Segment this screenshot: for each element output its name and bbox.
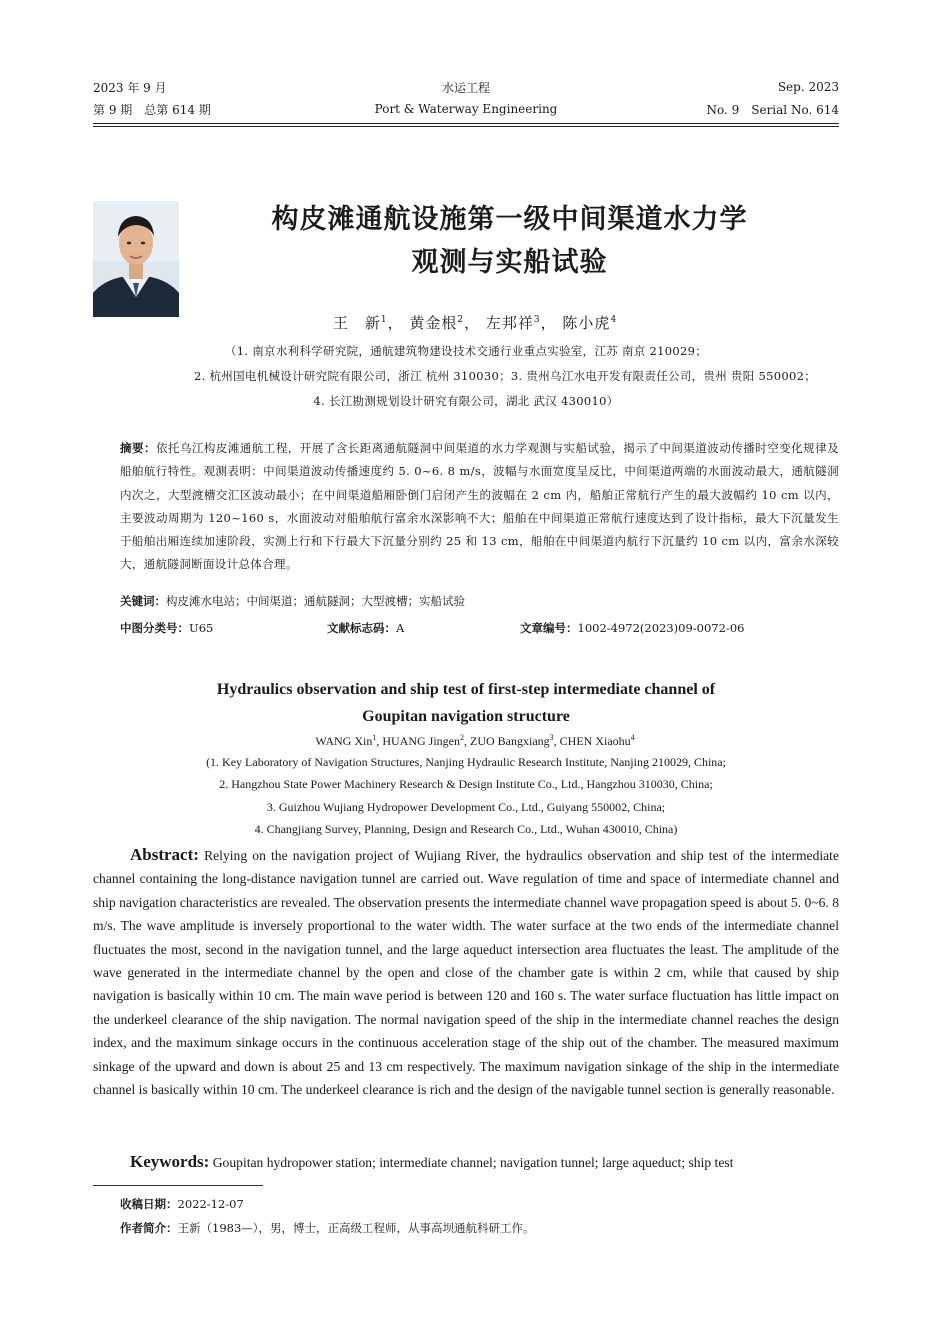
header-journal-cn: 水运工程: [441, 80, 490, 95]
author-cn-sup: 4: [610, 315, 618, 325]
footnote-received: [120, 1196, 839, 1212]
title-cn: [180, 198, 839, 284]
author-en: CHEN Xiaohu: [559, 734, 631, 748]
doc-value: A: [396, 621, 405, 635]
affiliation-en-4: 4. Changjiang Survey, Planning, Design and Research Co., Ltd., Wuhan 430010, China): [254, 822, 678, 836]
bio-label: 作者简介：: [120, 1221, 178, 1235]
header-date-cn: 2023 年 9 月: [93, 80, 167, 95]
title-en-line1: Hydraulics observation and ship test of first-step intermediate channel of: [216, 681, 716, 698]
author-cn-sup: 1: [380, 315, 388, 325]
keywords-en-text: Goupitan hydropower station; intermediate channel; navigation tunnel; large aqueduct; ship test: [212, 1155, 734, 1170]
footnote-rule: [93, 1185, 263, 1186]
article-label: 文章编号：: [520, 621, 578, 635]
author-en-sup: 4: [630, 733, 635, 742]
author-cn-sup: 2: [457, 315, 465, 325]
title-en: [93, 676, 839, 730]
abstract-en: [93, 843, 839, 1101]
abstract-cn-text: 依托乌江构皮滩通航工程，开展了含长距离通航隧洞中间渠道的水力学观测与实船试验，揭示了中间渠道波动传播时空变化规律及船舶航行特性。观测表明：中间渠道波动传播速度约 5. 0~6. 8 m/s，波幅与水面宽度呈反比，中间渠道两端的水面波动最大，通航隧洞内次之，大型渡槽交汇区波动最小；在中间渠道船厢卧倒门启闭产生的波幅在 2 cm 内，船舶正常航行产生的最大波幅约 10 cm 以内，主要波动周期为 120~160 s，水面波动对船舶航行富余水深影响不大；船舶在中间渠道正常航行速度达到了设计指标，最大下沉量发生于船舶出厢连续加速阶段，实测上行和下行最大下沉量分别约 25 和 13 cm，船舶在中间渠道内航行下沉量约 10 cm 以内，富余水深较大，通航隧洞断面设计总体合理。: [120, 441, 839, 572]
header-issue-en: No. 9 Serial No. 614: [706, 102, 839, 117]
received-value: 2022-12-07: [177, 1197, 244, 1211]
author-cn: 陈小虎: [562, 314, 611, 332]
keywords-en-label: Keywords:: [130, 1152, 210, 1171]
received-label: 收稿日期：: [120, 1197, 178, 1211]
title-cn-line2: 观测与实船试验: [411, 247, 608, 278]
title-en-line2: Goupitan navigation structure: [362, 708, 570, 725]
affiliation-en-2: 2. Hangzhou State Power Machinery Research & Design Institute Co., Ltd., Hangzhou 310030, China;: [219, 777, 713, 791]
affiliation-cn-1: （1. 南京水利科学研究院，通航建筑物建设技术交通行业重点实验室，江苏 南京 210029；: [224, 344, 708, 358]
author-en: HUANG Jingen: [382, 734, 460, 748]
abstract-cn: [93, 437, 839, 577]
header-rule-thick: [93, 123, 839, 124]
article-number: [520, 620, 744, 636]
doc-code: [327, 620, 404, 636]
keywords-cn: [120, 593, 839, 609]
abstract-en-label: Abstract:: [130, 845, 199, 864]
author-cn: 左邦祥: [485, 314, 534, 332]
affiliation-cn-2: 2. 杭州国电机械设计研究院有限公司，浙江 杭州 310030；3. 贵州乌江水电开发有限责任公司，贵州 贵阳 550002；: [193, 369, 817, 383]
clc-label: 中图分类号：: [120, 621, 189, 635]
header-date-en: Sep. 2023: [777, 80, 839, 94]
abstract-en-text: Relying on the navigation project of Wujiang River, the hydraulics observation and ship test of the intermediate channel containing the long-distance navigation tunnel are carried out. Wave regulation of time and space of intermediate channel and ship navigation characteristics are revealed. The observation presents the intermediate channel wave propagation speed is about 5. 0~6. 8 m/s. The wave amplitude is inversely proportional to the water width. The water surface at the two ends of the intermediate channel fluctuates the most, second in the navigation tunnel, and the large aqueduct intersection area fluctuates the least. The amplitude of the wave generated in the intermediate channel by the open and close of the chamber gate is within 2 cm, while that caused by ship navigation is basically within 10 cm. The main wave period is between 120 and 160 s. The water surface fluctuation has little impact on the underkeel clearance of the ship navigation. The normal navigation speed of the ship in the intermediate channel reaches the design index, and the maximum sinkage occurs in the continuous acceleration stage of the ship out of the chamber. The measured maximum sinkage of the upward and down is about 25 and 13 cm respectively. The maximum navigation sinkage of the ship in the intermediate channel is basically within 10 cm. The underkeel clearance is rich and the design of the navigable tunnel section is generally reasonable.: [93, 848, 839, 1098]
bio-value: 王新（1983—），男，博士，正高级工程师，从事高坝通航科研工作。: [177, 1221, 535, 1235]
clc-value: U65: [189, 621, 214, 635]
author-en-sup: 3: [549, 733, 554, 742]
keywords-cn-text: 构皮滩水电站；中间渠道；通航隧洞；大型渡槽；实船试验: [166, 594, 465, 608]
header-journal-en: Port & Waterway Engineering: [374, 102, 558, 116]
author-en: ZUO Bangxiang: [470, 734, 550, 748]
author-photo: [93, 201, 179, 317]
article-value: 1002-4972(2023)09-0072-06: [577, 621, 745, 635]
author-en: WANG Xin: [315, 734, 373, 748]
authors-en: WANG Xin$^1$, HUANG Jingen$^2$, ZUO Bangxiang$^3$, CHEN Xiaohu$^4$: [315, 733, 635, 748]
header-rule-thin: [93, 126, 839, 127]
affiliation-en-3: 3. Guizhou Wujiang Hydropower Development Co., Ltd., Guiyang 550002, China;: [266, 800, 666, 814]
abstract-cn-label: 摘要：: [120, 441, 156, 455]
header-issue-cn: 第 9 期 总第 614 期: [93, 102, 211, 117]
footnote-bio: [120, 1220, 839, 1236]
author-en-sup: 2: [460, 733, 464, 742]
affiliation-en-1: (1. Key Laboratory of Navigation Structures, Nanjing Hydraulic Research Institute, Nanjing 210029, China;: [206, 755, 726, 769]
doc-label: 文献标志码：: [327, 621, 396, 635]
keywords-en: [130, 1152, 850, 1172]
author-cn: 黄金根: [409, 314, 458, 332]
clc-number: [120, 620, 213, 636]
author-cn-sup: 3: [533, 315, 541, 325]
authors-cn: 王 新$^1$， 黄金根$^2$， 左邦祥$^3$， 陈小虎$^4$: [332, 314, 618, 332]
author-cn: 王 新: [332, 314, 381, 332]
keywords-cn-label: 关键词：: [120, 594, 166, 608]
affiliation-cn-3: 4. 长江勘测规划设计研究有限公司，湖北 武汉 430010）: [313, 394, 619, 408]
title-cn-line1: 构皮滩通航设施第一级中间渠道水力学: [271, 204, 748, 235]
author-en-sup: 1: [372, 733, 377, 742]
running-header: [93, 78, 839, 120]
